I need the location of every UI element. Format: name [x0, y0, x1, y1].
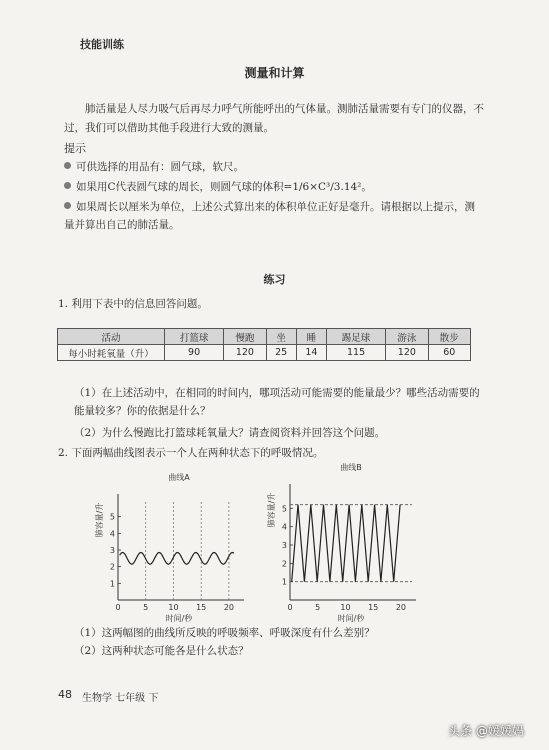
book-title: 生物学 七年级 下 [82, 693, 159, 704]
page-number: 48 [58, 688, 72, 701]
x-tick-label: 15 [196, 603, 207, 612]
table-header-cell: 打篮球 [165, 329, 224, 345]
x-tick-label: 0 [287, 603, 293, 612]
hint-item: 如果用C代表圆气球的周长，则圆气球的体积=1/6×C³/3.14²。 [64, 178, 484, 196]
y-tick-label: 2 [281, 559, 287, 569]
question-1-sub-2: （2）为什么慢跑比打篮球耗氧量大？请查阅资料并回答这个问题。 [74, 427, 386, 439]
y-tick-label: 3 [281, 541, 287, 550]
table-cell: 115 [326, 345, 385, 361]
chart-title: 曲线B [340, 463, 362, 472]
section-tag: 技能训练 [80, 38, 124, 51]
table-cell: 120 [224, 345, 266, 361]
y-tick-label: 1 [109, 579, 115, 589]
y-axis-label: 肺容量/升 [95, 502, 104, 538]
watermark: 头条 @媛媛妈 [448, 724, 524, 738]
question-2-sub-1: （1）这两幅图的曲线所反映的呼吸频率、呼吸深度有什么差别？ [74, 627, 375, 639]
y-axis-label: 肺容量/升 [267, 492, 276, 528]
bullet-icon [64, 162, 71, 169]
y-tick-label: 2 [109, 562, 115, 572]
table-header-cell: 游泳 [386, 329, 428, 345]
table-header-cell: 睡 [296, 329, 326, 345]
table-header-cell: 慢跑 [224, 329, 266, 345]
practice-label: 练习 [263, 273, 286, 286]
table-header-cell: 活动 [58, 329, 165, 345]
x-tick-label: 5 [315, 603, 321, 612]
y-tick-label: 5 [109, 512, 115, 522]
table-cell: 60 [428, 345, 470, 361]
x-tick-label: 0 [115, 603, 121, 612]
series-line [120, 553, 234, 565]
chart-curve-a [90, 470, 260, 623]
table-header-cell: 散步 [428, 329, 470, 345]
table-cell: 120 [386, 345, 428, 361]
bullet-icon [64, 182, 71, 189]
x-tick-label: 10 [340, 603, 351, 612]
intro-paragraph: 肺活量是人尽力吸气后再尽力呼气所能呼出的气体量。测肺活量需要有专门的仪器，不过，我们可以借助其他手段进行大致的测量。 [64, 103, 484, 134]
bullet-icon [64, 202, 71, 209]
x-tick-label: 10 [168, 603, 179, 612]
question-1-sub-1: （1）在上述活动中，在相同的时间内，哪项活动可能需要的能量最少？哪些活动需要的能量较多？你的依据是什么？ [74, 387, 480, 417]
y-tick-label: 1 [281, 577, 287, 587]
question-1: 1. 利用下表中的信息回答问题。 [58, 298, 208, 310]
table-header-row [58, 329, 471, 345]
chart-curve-b [262, 460, 432, 622]
table-cell: 14 [296, 345, 326, 361]
page-title: 测量和计算 [244, 66, 305, 80]
question-2: 2. 下面两幅曲线图表示一个人在两种状态下的呼吸情况。 [58, 447, 324, 459]
hints-label: 提示 [64, 142, 86, 155]
y-tick-label: 4 [109, 529, 115, 539]
y-tick-label: 3 [109, 546, 115, 555]
x-tick-label: 5 [143, 603, 149, 612]
activity-table [57, 328, 471, 361]
table-header-cell: 坐 [266, 329, 296, 345]
x-tick-label: 20 [223, 603, 235, 612]
x-tick-label: 20 [395, 603, 407, 612]
hint-item: 如果周长以厘米为单位，上述公式算出来的体积单位正好是毫升。请根据以上提示，测量并算出自己的肺活量。 [64, 201, 475, 231]
table-cell: 25 [266, 345, 296, 361]
hint-item: 可供选择的用品有：圆气球，软尺。 [64, 158, 484, 176]
y-tick-label: 4 [281, 522, 287, 532]
x-tick-label: 15 [368, 603, 379, 612]
x-axis-label: 时间/秒 [337, 614, 365, 623]
chart-title: 曲线A [168, 473, 190, 482]
series-line [292, 505, 400, 582]
table-cell: 90 [165, 345, 224, 361]
table-row [58, 345, 471, 361]
question-2-sub-2: （2）这两种状态可能各是什么状态？ [74, 645, 249, 657]
y-tick-label: 5 [281, 504, 287, 514]
table-row-label: 每小时耗氧量（升） [58, 345, 165, 361]
table-header-cell: 踢足球 [326, 329, 385, 345]
x-axis-label: 时间/秒 [165, 614, 193, 623]
